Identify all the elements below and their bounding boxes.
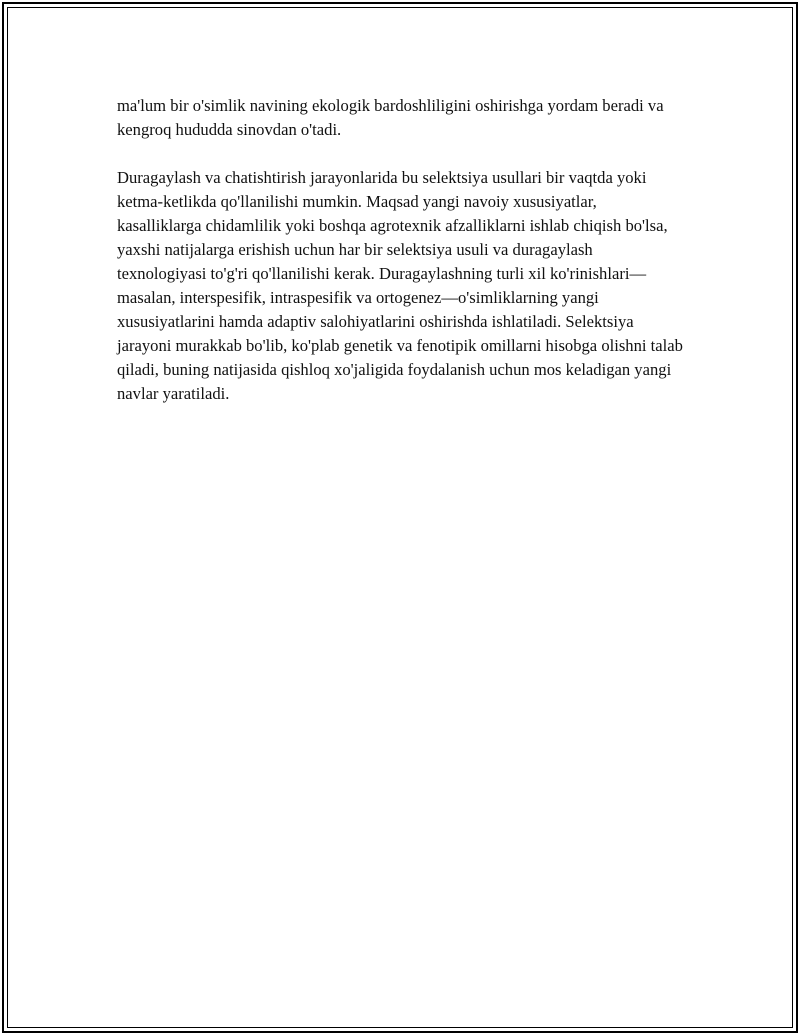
document-body	[117, 94, 683, 430]
paragraph-hybridization: Duragaylash va chatishtirish jarayonlarida bu selektsiya usullari bir vaqtda yoki ketma-ketlikda qo'llanilishi mumkin. Maqsad yangi navoiy xususiyatlar, kasalliklarga chidamlilik yoki boshqa agrotexnik afzalliklarni ishlab chiqish bo'lsa, yaxshi natijalarga erishish uchun har bir selektsiya usuli va duragaylash texnologiyasi to'g'ri qo'llanilishi kerak. Duragaylashning turli xil ko'rinishlari—masalan, interspesifik, intraspesifik va ortogenez—o'simliklarning yangi xususiyatlarini hamda adaptiv salohiyatlarini oshirishda ishlatiladi. Selektsiya jarayoni murakkab bo'lib, ko'plab genetik va fenotipik omillarni hisobga olishni talab qiladi, buning natijasida qishloq xo'jaligida foydalanish uchun mos keladigan yangi navlar yaratiladi.	[117, 168, 683, 403]
paragraph-continuation: ma'lum bir o'simlik navining ekologik bardoshliligini oshirishga yordam beradi va kengroq hududda sinovdan o'tadi.	[117, 96, 664, 139]
